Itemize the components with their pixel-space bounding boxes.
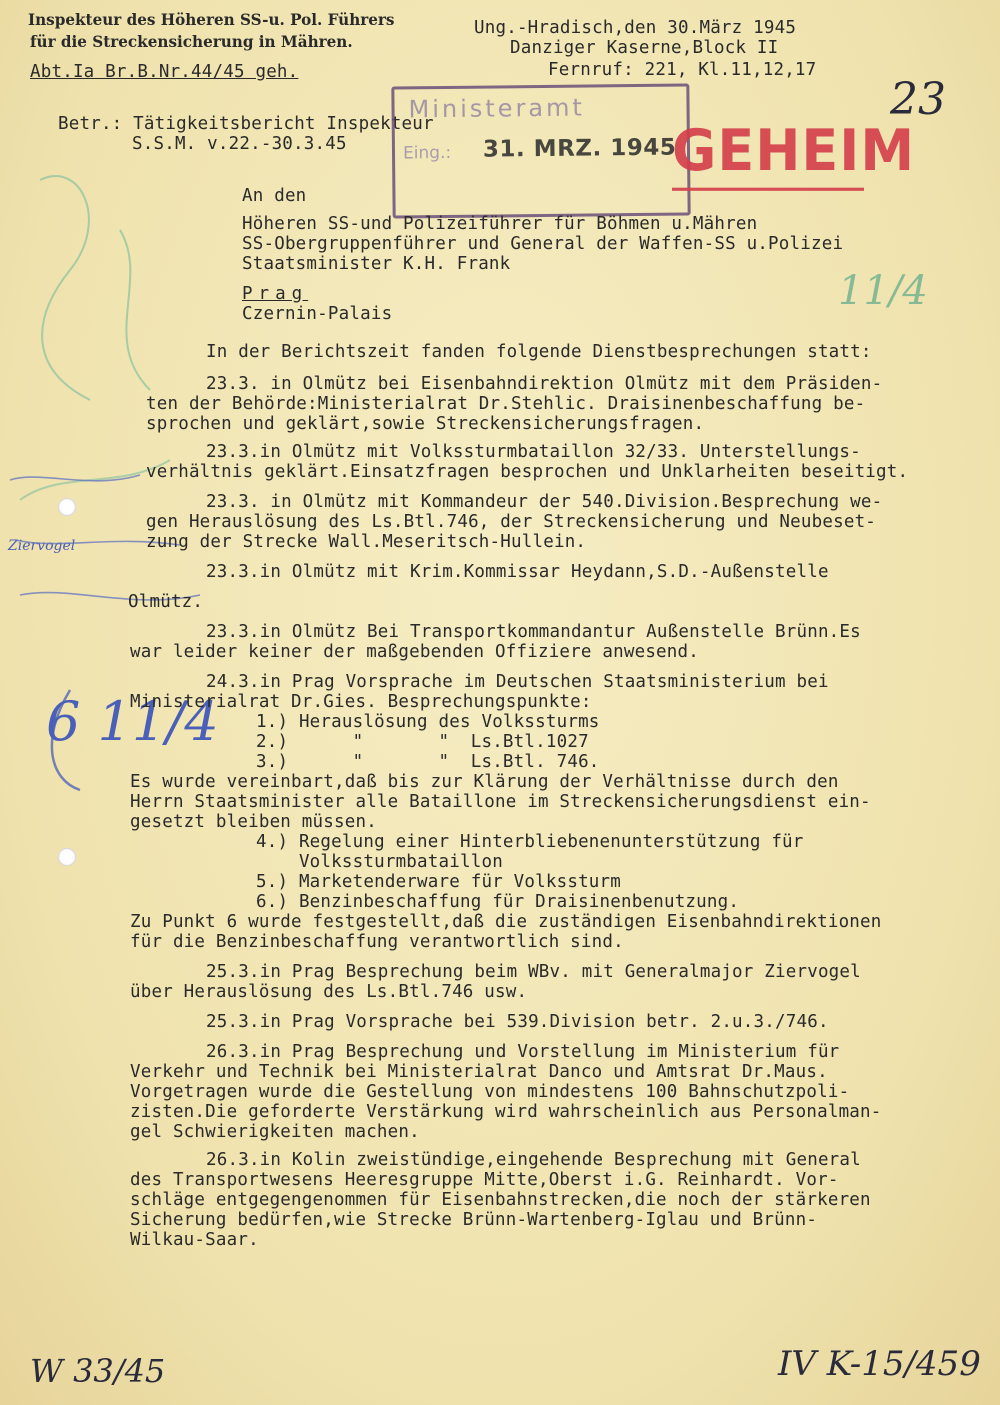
p6-line-1: 24.3.in Prag Vorsprache im Deutschen Staatsministerium bei — [206, 672, 829, 692]
intro-line: In der Berichtszeit fanden folgende Dienstbesprechungen statt: — [206, 342, 872, 362]
p3-line-2: gen Herauslösung des Ls.Btl.746, der Streckensicherung und Neubeset- — [146, 512, 877, 532]
reference-number: Abt.Ia Br.B.Nr.44/45 geh. — [30, 62, 299, 82]
stamp-label: Eing.: — [402, 142, 452, 164]
phone-number: Fernruf: 221, Kl.11,12,17 — [548, 60, 817, 80]
p12-line-4: Sicherung bedürfen,wie Strecke Brünn-Wartenberg-Iglau und Brünn- — [130, 1210, 818, 1230]
p5-line-2: war leider keiner der maßgebenden Offiziere anwesend. — [130, 642, 700, 662]
p11-line-4: zisten.Die geforderte Verstärkung wird wahrscheinlich aus Personalman- — [130, 1102, 882, 1122]
p8-line-2: für die Benzinbeschaffung verantwortlich sind. — [130, 932, 624, 952]
address-barracks: Danziger Kaserne,Block II — [510, 38, 779, 58]
recipient-city: Prag — [242, 284, 309, 304]
p5-line-1: 23.3.in Olmütz Bei Transportkommandantur Außenstelle Brünn.Es — [206, 622, 861, 642]
stamp-date: 31. MRZ. 1945 — [482, 134, 677, 163]
agenda-item-4: 4.) Regelung einer Hinterbliebenenunterstützung für — [256, 832, 804, 852]
classification-stamp: GEHEIM — [672, 114, 864, 191]
handwritten-margin-right: 11/4 — [838, 268, 928, 314]
p9-line-2: über Herauslösung des Ls.Btl.746 usw. — [130, 982, 528, 1002]
subject-line-2: S.S.M. v.22.-30.3.45 — [132, 134, 347, 154]
handwritten-archive-number: IV K-15/459 — [778, 1344, 981, 1384]
p7-line-3: gesetzt bleiben müssen. — [130, 812, 377, 832]
p7-line-1: Es wurde vereinbart,daß bis zur Klärung der Verhältnisse durch den — [130, 772, 839, 792]
agenda-item-4-cont: Volkssturmbataillon — [256, 852, 503, 872]
p3-line-1: 23.3. in Olmütz mit Kommandeur der 540.Division.Besprechung we- — [206, 492, 883, 512]
handwritten-margin-initial: 6 11/4 — [46, 690, 219, 753]
handwritten-file-number: W 33/45 — [30, 1352, 166, 1390]
agenda-item-2: 2.) " " Ls.Btl.1027 — [256, 732, 589, 752]
p1-line-3: sprochen und geklärt,sowie Streckensicherungsfragen. — [146, 414, 705, 434]
blue-bracket — [52, 690, 80, 790]
recipient-name: Staatsminister K.H. Frank — [242, 254, 511, 274]
p1-line-2: ten der Behörde:Ministerialrat Dr.Stehlic. Draisinenbeschaffung be- — [146, 394, 866, 414]
agenda-item-5: 5.) Marketenderware für Volkssturm — [256, 872, 622, 892]
handwritten-folio-number: 23 — [890, 74, 946, 125]
subject-line-1: Betr.: Tätigkeitsbericht Inspekteur — [58, 114, 434, 134]
place-date: Ung.-Hradisch,den 30.März 1945 — [474, 18, 797, 38]
recipient-title-1: Höheren SS-und Polizeiführer für Böhmen u.Mähren — [242, 214, 758, 234]
p7-line-2: Herrn Staatsminister alle Bataillone im Streckensicherungsdienst ein- — [130, 792, 871, 812]
agenda-item-1: 1.) Herauslösung des Volkssturms — [256, 712, 600, 732]
agenda-item-6: 6.) Benzinbeschaffung für Draisinenbenutzung. — [256, 892, 740, 912]
p8-line-1: Zu Punkt 6 wurde festgestellt,daß die zuständigen Eisenbahndirektionen — [130, 912, 882, 932]
green-scribble — [40, 176, 150, 400]
address-salutation: An den — [242, 186, 307, 206]
received-stamp — [391, 83, 690, 218]
p12-line-3: schläge entgegengenommen für Eisenbahnstrecken,die noch der stärkeren — [130, 1190, 871, 1210]
recipient-title-2: SS-Obergruppenführer und General der Waffen-SS u.Polizei — [242, 234, 844, 254]
p1-line-1: 23.3. in Olmütz bei Eisenbahndirektion Olmütz mit dem Präsiden- — [206, 374, 883, 394]
p3-line-3: zung der Strecke Wall.Meseritsch-Hullein. — [146, 532, 587, 552]
p12-line-2: des Transportwesens Heeresgruppe Mitte,Oberst i.G. Reinhardt. Vor- — [130, 1170, 839, 1190]
p10-line-1: 25.3.in Prag Vorsprache bei 539.Division betr. 2.u.3./746. — [206, 1012, 829, 1032]
stamp-title: Ministeramt — [408, 93, 585, 124]
issuer-line-1: Inspekteur des Höheren SS-u. Pol. Führers — [28, 10, 395, 29]
handwritten-margin-note: Ziervogel — [8, 538, 76, 554]
p11-line-3: Vorgetragen wurde die Gestellung von mindestens 100 Bahnschutzpoli- — [130, 1082, 850, 1102]
recipient-building: Czernin-Palais — [242, 304, 393, 324]
p4-line-1: 23.3.in Olmütz mit Krim.Kommissar Heydann,S.D.-Außenstelle — [206, 562, 829, 582]
p11-line-2: Verkehr und Technik bei Ministerialrat Danco und Amtsrat Dr.Maus. — [130, 1062, 828, 1082]
p12-line-5: Wilkau-Saar. — [130, 1230, 259, 1250]
p6-line-2: Ministerialrat Dr.Gies. Besprechungspunkte: — [130, 692, 592, 712]
p11-line-5: gel Schwierigkeiten machen. — [130, 1122, 420, 1142]
issuer-line-2: für die Streckensicherung in Mähren. — [30, 32, 353, 51]
p9-line-1: 25.3.in Prag Besprechung beim WBv. mit Generalmajor Ziervogel — [206, 962, 861, 982]
p12-line-1: 26.3.in Kolin zweistündige,eingehende Besprechung mit General — [206, 1150, 861, 1170]
p4-line-2: Olmütz. — [128, 592, 204, 612]
p2-line-1: 23.3.in Olmütz mit Volkssturmbataillon 32/33. Unterstellungs- — [206, 442, 861, 462]
p2-line-2: verhältnis geklärt.Einsatzfragen besprochen und Unklarheiten beseitigt. — [146, 462, 909, 482]
agenda-item-3: 3.) " " Ls.Btl. 746. — [256, 752, 600, 772]
p11-line-1: 26.3.in Prag Besprechung und Vorstellung im Ministerium für — [206, 1042, 840, 1062]
